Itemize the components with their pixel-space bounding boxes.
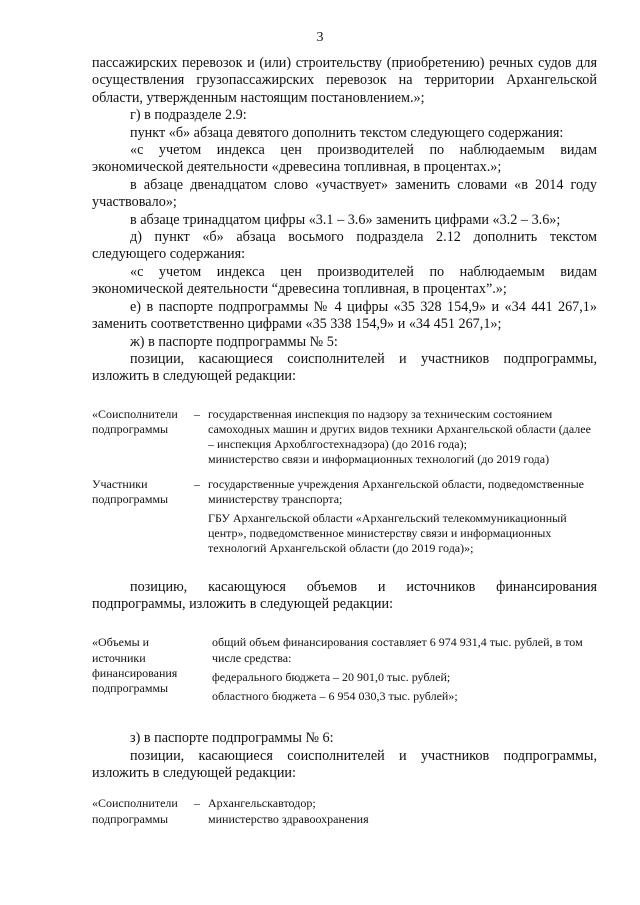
paragraph: пункт «б» абзаца девятого дополнить текстом следующего содержания: (130, 124, 564, 141)
row-text (208, 477, 597, 557)
row-dash: – (194, 796, 200, 811)
paragraph: ж) в паспорте подпрограммы № 5: (130, 333, 338, 350)
row-label: «Соисполнители подпрограммы (92, 796, 178, 826)
subprogram-6-table (92, 796, 597, 826)
paragraph: пассажирских перевозок и (или) строительству (приобретению) речных судов для осуществления грузопассажирских перевозок на территории Архангельской области, утвержденным настоящим постановлением.»; (92, 55, 597, 106)
row-dash: – (194, 406, 200, 421)
paragraph: е) в паспорте подпрограммы № 4 цифры «35 328 154,9» и «34 441 267,1» заменить соответственно цифрами «35 338 154,9» и «34 451 267,1»; (92, 298, 597, 333)
row-text-line: министерство связи и информационных технологий (до 2019 года) (208, 452, 550, 467)
row-text-line: министерство здравоохранения (208, 811, 369, 826)
row-text-line: Архангельскавтодор; (208, 796, 316, 811)
paragraph: «с учетом индекса цен производителей по наблюдаемым видам экономической деятельности “древесина топливная, в процентах”.»; (92, 263, 597, 298)
paragraph: в абзаце двенадцатом слово «участвует» заменить словами «в 2014 году участвовало»; (92, 176, 597, 211)
row-text-line: ГБУ Архангельской области «Архангельский телекоммуникационный центр», подведомственное министерству связи и информационных технологий Архангельской области (до 2019 года)»; (208, 510, 567, 556)
paragraph: в абзаце тринадцатом цифры «3.1 – 3.6» заменить цифрами «3.2 – 3.6»; (130, 211, 561, 228)
financing-line: областного бюджета – 6 954 030,3 тыс. рублей»; (212, 688, 458, 703)
financing-line: общий объем финансирования составляет 6 974 931,4 тыс. рублей, в том числе средства: (212, 635, 583, 665)
financing-table (92, 635, 597, 704)
co-executors-participants-table (92, 407, 597, 557)
document-body (92, 55, 597, 827)
row-dash: – (194, 476, 200, 491)
paragraph: «с учетом индекса цен производителей по наблюдаемым видам экономической деятельности «древесина топливная, в процентах.»; (92, 142, 597, 176)
financing-line: федерального бюджета – 20 901,0 тыс. рублей; (212, 669, 451, 684)
row-text (208, 407, 597, 468)
page-number: 3 (316, 30, 324, 45)
paragraph: позиции, касающиеся соисполнителей и участников подпрограммы, изложить в следующей редакции: (92, 747, 597, 781)
paragraph: позиции, касающиеся соисполнителей и участников подпрограммы, изложить в следующей редакции: (92, 350, 597, 385)
financing-text (212, 635, 597, 704)
paragraph: г) в подразделе 2.9: (130, 107, 247, 124)
paragraph: д) пункт «б» абзаца восьмого подраздела 2.12 дополнить текстом следующего содержания: (92, 229, 597, 263)
row-text (208, 796, 597, 826)
row-label: «Соисполнители подпрограммы (92, 406, 178, 436)
row-text-line: государственная инспекция по надзору за техническим состоянием самоходных машин и других видов техники Архангельской области (далее – инспекция Архоблгостехнадзора) (до 2016 года); (208, 406, 591, 452)
paragraph: позицию, касающуюся объемов и источников финансирования подпрограммы, изложить в следующей редакции: (92, 578, 597, 612)
financing-label: «Объемы и источники финансирования подпрограммы (92, 635, 178, 695)
row-text-line: государственные учреждения Архангельской области, подведомственные министерству транспорта; (208, 476, 584, 506)
row-label: Участники подпрограммы (92, 476, 169, 506)
paragraph: з) в паспорте подпрограммы № 6: (130, 730, 334, 747)
